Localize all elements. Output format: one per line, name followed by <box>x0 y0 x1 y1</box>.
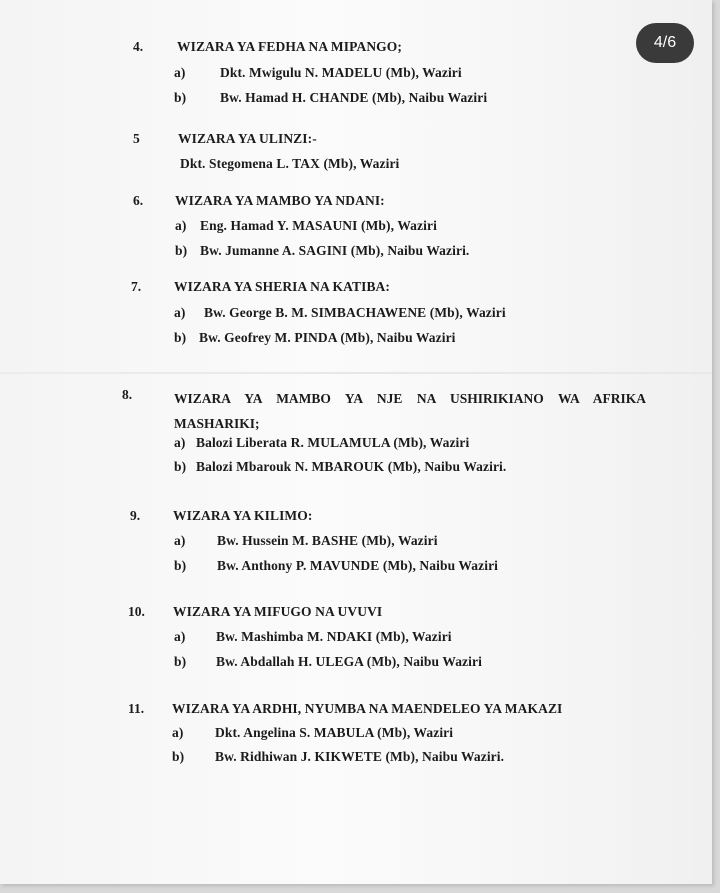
entry-letter: a) <box>174 65 186 80</box>
entry-text: Dkt. Angelina S. MABULA (Mb), Waziri <box>215 725 454 740</box>
section-title: WIZARA YA MAMBO YA NJE NA USHIRIKIANO WA AFRIKA MASHARIKI; <box>174 391 646 431</box>
entry-letter: b) <box>174 558 187 573</box>
entry-text: Balozi Mbarouk N. MBAROUK (Mb), Naibu Waziri. <box>196 459 507 474</box>
section-title: WIZARA YA ULINZI:- <box>178 131 317 146</box>
entry-text: Bw. Abdallah H. ULEGA (Mb), Naibu Waziri <box>216 654 482 669</box>
section-title: WIZARA YA FEDHA NA MIPANGO; <box>177 39 402 54</box>
entry-letter: a) <box>174 305 186 320</box>
section-title: WIZARA YA SHERIA NA KATIBA: <box>174 279 391 294</box>
entry-letter: a) <box>175 218 187 233</box>
entry-letter: b) <box>172 749 185 764</box>
entry-text: Bw. Anthony P. MAVUNDE (Mb), Naibu Waziri <box>217 558 499 573</box>
entry-text: Bw. Jumanne A. SAGINI (Mb), Naibu Waziri. <box>200 243 470 258</box>
entry-letter: b) <box>174 90 187 105</box>
section-number: 8. <box>122 387 133 402</box>
entry-text: Bw. Mashimba M. NDAKI (Mb), Waziri <box>216 629 452 644</box>
entry-letter: b) <box>175 243 188 258</box>
section-title: WIZARA YA KILIMO: <box>173 508 313 523</box>
entry-letter: a) <box>174 533 186 548</box>
entry-letter: a) <box>174 629 186 644</box>
section-number: 7. <box>131 279 142 294</box>
entry-text: Bw. George B. M. SIMBACHAWENE (Mb), Waziri <box>204 305 506 320</box>
section-number: 11. <box>128 701 145 716</box>
paper-fold <box>0 372 712 374</box>
section-title: WIZARA YA MIFUGO NA UVUVI <box>173 604 383 619</box>
entry-letter: a) <box>174 435 186 450</box>
entry-text: Balozi Liberata R. MULAMULA (Mb), Waziri <box>196 435 470 450</box>
entry-letter: b) <box>174 330 187 345</box>
section-title: WIZARA YA ARDHI, NYUMBA NA MAENDELEO YA MAKAZI <box>172 701 563 716</box>
section-title: WIZARA YA MAMBO YA NDANI: <box>175 193 385 208</box>
section-number: 9. <box>130 508 141 523</box>
entry-text: Dkt. Stegomena L. TAX (Mb), Waziri <box>180 156 400 171</box>
entry-letter: a) <box>172 725 184 740</box>
section-number: 10. <box>128 604 145 619</box>
section-number: 6. <box>133 193 144 208</box>
entry-text: Bw. Hamad H. CHANDE (Mb), Naibu Waziri <box>220 90 488 105</box>
entry-text: Dkt. Mwigulu N. MADELU (Mb), Waziri <box>220 65 462 80</box>
entry-text: Eng. Hamad Y. MASAUNI (Mb), Waziri <box>200 218 437 233</box>
entry-text: Bw. Geofrey M. PINDA (Mb), Naibu Waziri <box>199 330 456 345</box>
section-number: 5 <box>133 131 140 146</box>
section-number: 4. <box>133 39 144 54</box>
entry-text: Bw. Hussein M. BASHE (Mb), Waziri <box>217 533 438 548</box>
entry-letter: b) <box>174 654 187 669</box>
entry-text: Bw. Ridhiwan J. KIKWETE (Mb), Naibu Waziri. <box>215 749 505 764</box>
entry-letter: b) <box>174 459 187 474</box>
page-indicator: 4/6 <box>636 23 694 63</box>
